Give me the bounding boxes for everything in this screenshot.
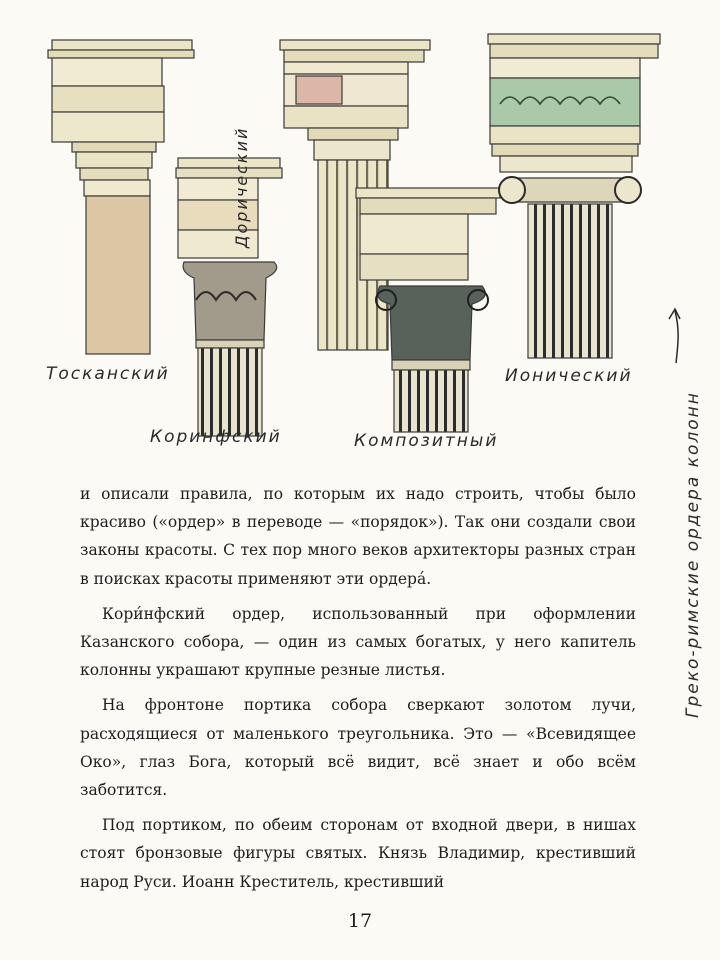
ionic-label: Ионический (505, 366, 633, 386)
tuscan-column (48, 40, 194, 354)
caption-arrow-icon (660, 305, 690, 365)
page-number: 17 (347, 910, 373, 932)
composite-label: Композитный (354, 431, 499, 451)
paragraph-2: Кори́нфский ордер, использованный при оформлении Казанского собора, — один из самых богатых, у него капитель колонны украшают крупные резные листья. (80, 604, 636, 680)
tuscan-label: Тосканский (46, 364, 170, 384)
paragraph-1: и описали правила, по которым их надо строить, чтобы было красиво («ордер» в переводе — «порядок»). Так они создали свои законы красоты. С тех пор много веков архитекторы разных стран в поисках красоты применяют эти ордера́. (80, 485, 636, 588)
paragraph-4: Под портиком, по обеим сторонам от входной двери, в нишах стоят бронзовые фигуры святых. Князь Владимир, крестивший народ Руси. Иоанн Креститель, крестивший (80, 816, 636, 891)
corinthian-label: Коринфский (150, 427, 282, 447)
corinthian-column (176, 158, 282, 436)
side-caption: Греко-римские ордера колонн (683, 391, 703, 718)
body-text (80, 480, 636, 903)
doric-label: Дорический (232, 126, 251, 248)
paragraph-3: На фронтоне портика собора сверкают золотом лучи, расходящиеся от маленького треугольника. Это — «Всевидящее Око», глаз Бога, который всё видит, всё знает и обо всём заботится. (80, 696, 636, 800)
column-orders-illustration (0, 0, 720, 470)
ionic-column (488, 34, 660, 358)
